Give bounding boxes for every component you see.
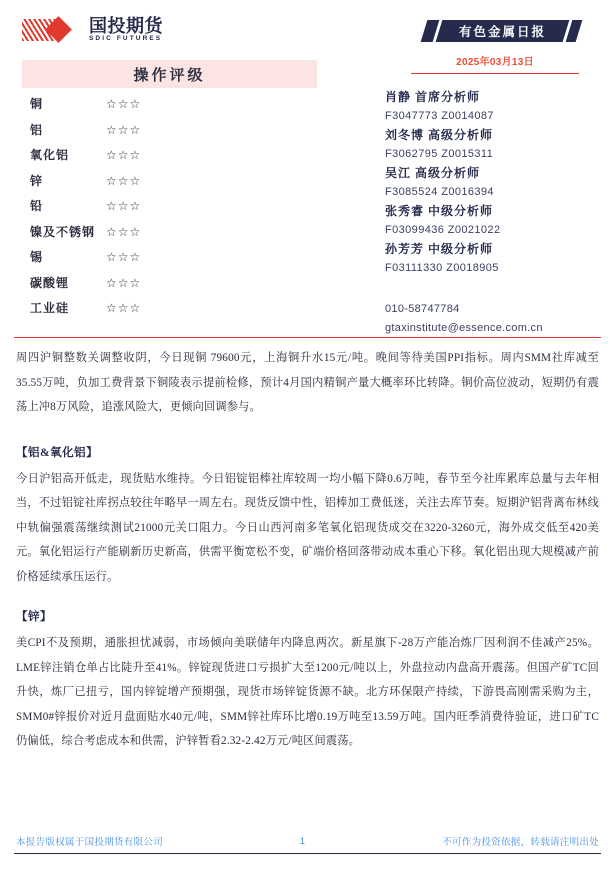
- report-footer: [16, 834, 599, 848]
- section-copper-text: 周四沪铜整数关调整收阴，今日现铜 79600元，上海铜升水15元/吨。晚间等待美国PPI指标。周内SMM社库减至35.55万吨，负加工费背景下铜陵表示提前检修，预计4月国内精铜产量大概率环比转降。铜价高位波动，短期仍有震荡上冲8万风险，追涨风险大，更倾向回调参与。: [16, 352, 599, 413]
- rating-row: [30, 248, 320, 274]
- rating-metal-name: 碳酸锂: [30, 275, 70, 290]
- rating-stars: ☆☆☆: [106, 97, 142, 111]
- report-type-banner: [424, 20, 579, 42]
- section-aluminum-text: 今日沪铝高开低走，现货贴水维持。今日铝锭铝棒社库较周一均小幅下降0.6万吨，春节至今社库累库总量与去年相当，不过铝锭社库拐点较往年略早一周左右。现货反馈中性，铝棒加工费低迷，关注去库节奏。短期沪铝背离布林线中轨偏强震荡继续测试21000元关口阻力。今日山西河南多笔氧化铝现货成交在3220-3260元，海外成交低至420美元。氧化铝运行产能刷新历史新高，供需平衡宽松不变，矿端价格回落带动成本重心下移。氧化铝出现大规模减产前价格延续承压运行。: [16, 472, 599, 583]
- rating-metal-name: 氧化铝: [30, 148, 70, 162]
- header-divider: [14, 337, 601, 338]
- rating-row: [30, 146, 320, 172]
- rating-stars: ☆☆☆: [106, 148, 142, 162]
- rating-metal-name: 锌: [30, 173, 44, 188]
- analyst-name: 孙芳芳 中级分析师: [385, 242, 494, 256]
- section-aluminum: [16, 444, 599, 590]
- rating-row: [30, 95, 320, 121]
- rating-row: [30, 197, 320, 223]
- footer-disclaimer: 不可作为投资依据，转载请注明出处: [442, 837, 599, 848]
- banner-title: 有色金属日报: [458, 25, 546, 39]
- rating-metal-name: 铝: [30, 122, 44, 137]
- rating-stars: ☆☆☆: [106, 250, 142, 264]
- analyst-name: 肖静 首席分析师: [385, 90, 481, 104]
- rating-metal-name: 铜: [30, 97, 44, 111]
- contact-phone: 010-58747784: [385, 303, 460, 315]
- analyst-code: F03111330 Z0018905: [385, 262, 499, 274]
- rating-metal-name: 镍及不锈钢: [30, 224, 96, 239]
- company-logo: [22, 17, 163, 43]
- report-body: [16, 346, 599, 773]
- rating-row: [30, 172, 320, 198]
- analyst-code: F3062795 Z0015311: [385, 148, 494, 160]
- section-aluminum-heading: 【铝&氧化铝】: [16, 446, 99, 459]
- rating-list: [30, 95, 320, 325]
- rating-row: [30, 223, 320, 249]
- analyst-name: 吴江 高级分析师: [385, 166, 481, 180]
- footer-copyright: 本报告版权属于国投期货有限公司: [16, 837, 164, 848]
- analyst-code: F03099436 Z0021022: [385, 224, 501, 236]
- analyst-code: F3085524 Z0016394: [385, 186, 494, 198]
- logo-text-cn: 国投期货: [89, 16, 163, 37]
- rating-stars: ☆☆☆: [106, 173, 142, 188]
- rating-panel-title: [22, 60, 317, 88]
- section-zinc-text: 美CPI不及预期，通胀担忧减弱，市场倾向美联储年内降息两次。新星旗下-28万产能冶炼厂因利润不佳减产25%。LME锌注销仓单占比陡升至41%。锌锭现货进口亏损扩大至1200元/吨以上，外盘拉动内盘高开震荡。但国产矿TC回升快，炼厂已扭亏，国内锌锭增产预期强，现货市场锌锭货源不缺。北方环保限产持续，下游畏高刚需采购为主，SMM0#锌报价对近月盘面贴水40元/吨，SMM锌社库环比增0.19万吨至13.59万吨。国内旺季消费待验证，进口矿TC仍偏低，综合考虑成本和供需，沪锌暂看2.32-2.42万元/吨区间震荡。: [16, 637, 599, 747]
- rating-stars: ☆☆☆: [106, 275, 142, 290]
- report-date-text: 2025年03月13日: [456, 57, 534, 68]
- analyst-list: [385, 88, 605, 278]
- rating-metal-name: 工业硅: [30, 301, 70, 315]
- footer-divider: [14, 853, 601, 854]
- section-copper: [16, 346, 599, 420]
- report-date: [411, 52, 579, 74]
- rating-panel-title-text: 操作评级: [133, 67, 206, 84]
- banner-body: [436, 20, 570, 42]
- rating-row: [30, 121, 320, 147]
- rating-stars: ☆☆☆: [106, 301, 142, 315]
- analyst-name: 刘冬博 高级分析师: [385, 128, 494, 142]
- analyst-name: 张秀睿 中级分析师: [385, 204, 494, 218]
- footer-page-number: 1: [299, 835, 306, 847]
- rating-stars: ☆☆☆: [106, 122, 142, 137]
- logo-wordmark: [89, 17, 163, 43]
- section-zinc: [16, 608, 599, 754]
- rating-metal-name: 铅: [30, 199, 44, 213]
- section-zinc-heading: 【锌】: [16, 611, 52, 623]
- rating-metal-name: 锡: [30, 250, 44, 264]
- analyst-code: F3047773 Z0014087: [385, 110, 494, 122]
- rating-stars: ☆☆☆: [106, 224, 142, 239]
- contact-block: [385, 300, 605, 338]
- sdic-diamond-logo-icon: [22, 17, 84, 43]
- report-header: [0, 0, 615, 338]
- rating-row: [30, 299, 320, 325]
- rating-row: [30, 274, 320, 300]
- contact-email[interactable]: gtaxinstitute@essence.com.cn: [385, 322, 543, 334]
- rating-stars: ☆☆☆: [106, 199, 142, 213]
- logo-text-en: SDIC FUTURES: [89, 35, 163, 43]
